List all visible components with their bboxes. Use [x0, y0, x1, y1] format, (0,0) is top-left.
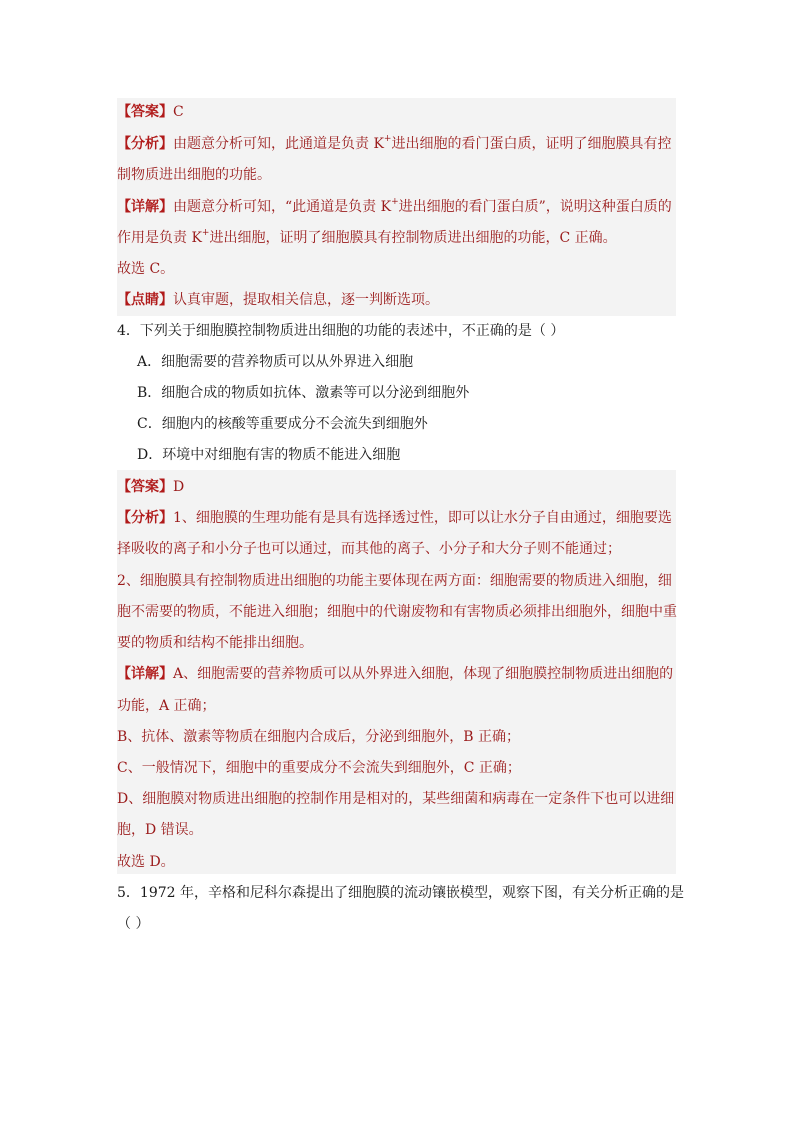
- analysis-tag: 【分析】: [117, 136, 173, 152]
- q4-detail-line-2: 功能，A 正确；: [117, 698, 216, 714]
- q4-analysis-line-4: 胞不需要的物质，不能进入细胞；细胞中的代谢废物和有害物质必须排出细胞外，细胞中重: [117, 604, 677, 620]
- q3-analysis-line-2: 制物质进出细胞的功能。: [117, 167, 271, 183]
- q4-analysis-line-3: 2、细胞膜具有控制物质进出细胞的功能主要体现在两方面：细胞需要的物质进入细胞，细: [117, 573, 672, 589]
- q4-analysis-line-2: 择吸收的离子和小分子也可以通过，而其他的离子、小分子和大分子则不能通过；: [117, 541, 621, 557]
- detail-text: 由题意分析可知，“此通道是负责 K: [173, 199, 392, 215]
- q4-analysis-line-1: [117, 508, 672, 528]
- detail-text: 进出细胞的看门蛋白质”，说明这种蛋白质的: [398, 199, 672, 215]
- q3-detail-line-2: [117, 228, 617, 248]
- q4-answer: [117, 477, 184, 497]
- q4-stem: 4．下列关于细胞膜控制物质进出细胞的功能的表述中，不正确的是（ ）: [117, 323, 565, 339]
- analysis-text: 1、细胞膜的生理功能有是具有选择透过性，即可以让水分子自由通过，细胞要选: [173, 510, 672, 526]
- superscript: +: [391, 197, 399, 208]
- analysis-text: 进出细胞的看门蛋白质，证明了细胞膜具有控: [391, 136, 672, 152]
- q4-option-a: A．细胞需要的营养物质可以从外界进入细胞: [137, 354, 414, 370]
- q4-detail-line-1: [117, 664, 673, 684]
- q4-choose: 故选 D。: [117, 854, 175, 870]
- q4-detail-line-4: C、一般情况下，细胞中的重要成分不会流失到细胞外，C 正确；: [117, 760, 521, 776]
- answer-tag: 【答案】: [117, 104, 173, 120]
- answer-value: C: [173, 104, 184, 120]
- q3-point: [117, 290, 439, 310]
- analysis-text: 由题意分析可知，此通道是负责 K: [173, 136, 384, 152]
- answer-tag: 【答案】: [117, 479, 173, 495]
- q5-stem-line-1: 5．1972 年，辛格和尼科尔森提出了细胞膜的流动镶嵌模型，观察下图，有关分析正确的是: [117, 885, 684, 901]
- q3-answer: [117, 102, 184, 122]
- q4-analysis-line-5: 要的物质和结构不能排出细胞。: [117, 635, 313, 651]
- q3-detail-line-1: [117, 197, 672, 217]
- detail-tag: 【详解】: [117, 199, 173, 215]
- superscript: +: [383, 134, 392, 145]
- detail-tag: 【详解】: [117, 666, 173, 682]
- q4-detail-line-5: D、细胞膜对物质进出细胞的控制作用是相对的，某些细菌和病毒在一定条件下也可以进细: [117, 791, 675, 807]
- q4-option-c: C．细胞内的核酸等重要成分不会流失到细胞外: [137, 416, 428, 432]
- superscript: +: [201, 228, 210, 239]
- q3-analysis-line-1: [117, 134, 671, 154]
- analysis-tag: 【分析】: [117, 510, 173, 526]
- detail-text: A、细胞需要的营养物质可以从外界进入细胞，体现了细胞膜控制物质进出细胞的: [173, 666, 674, 682]
- q3-choose: 故选 C。: [117, 261, 175, 277]
- q4-option-b: B．细胞合成的物质如抗体、激素等可以分泌到细胞外: [137, 385, 470, 401]
- q5-stem-line-2: （ ）: [117, 916, 150, 932]
- q4-option-d: D．环境中对细胞有害的物质不能进入细胞: [137, 447, 401, 463]
- q4-detail-line-6: 胞，D 错误。: [117, 822, 203, 838]
- detail-text: 进出细胞，证明了细胞膜具有控制物质进出细胞的功能，C 正确。: [209, 230, 617, 246]
- point-tag: 【点睛】: [117, 292, 173, 308]
- detail-text: 作用是负责 K: [117, 230, 202, 246]
- answer-value: D: [173, 479, 185, 495]
- point-text: 认真审题，提取相关信息，逐一判断选项。: [173, 292, 439, 308]
- q4-detail-line-3: B、抗体、激素等物质在细胞内合成后，分泌到细胞外，B 正确；: [117, 729, 521, 745]
